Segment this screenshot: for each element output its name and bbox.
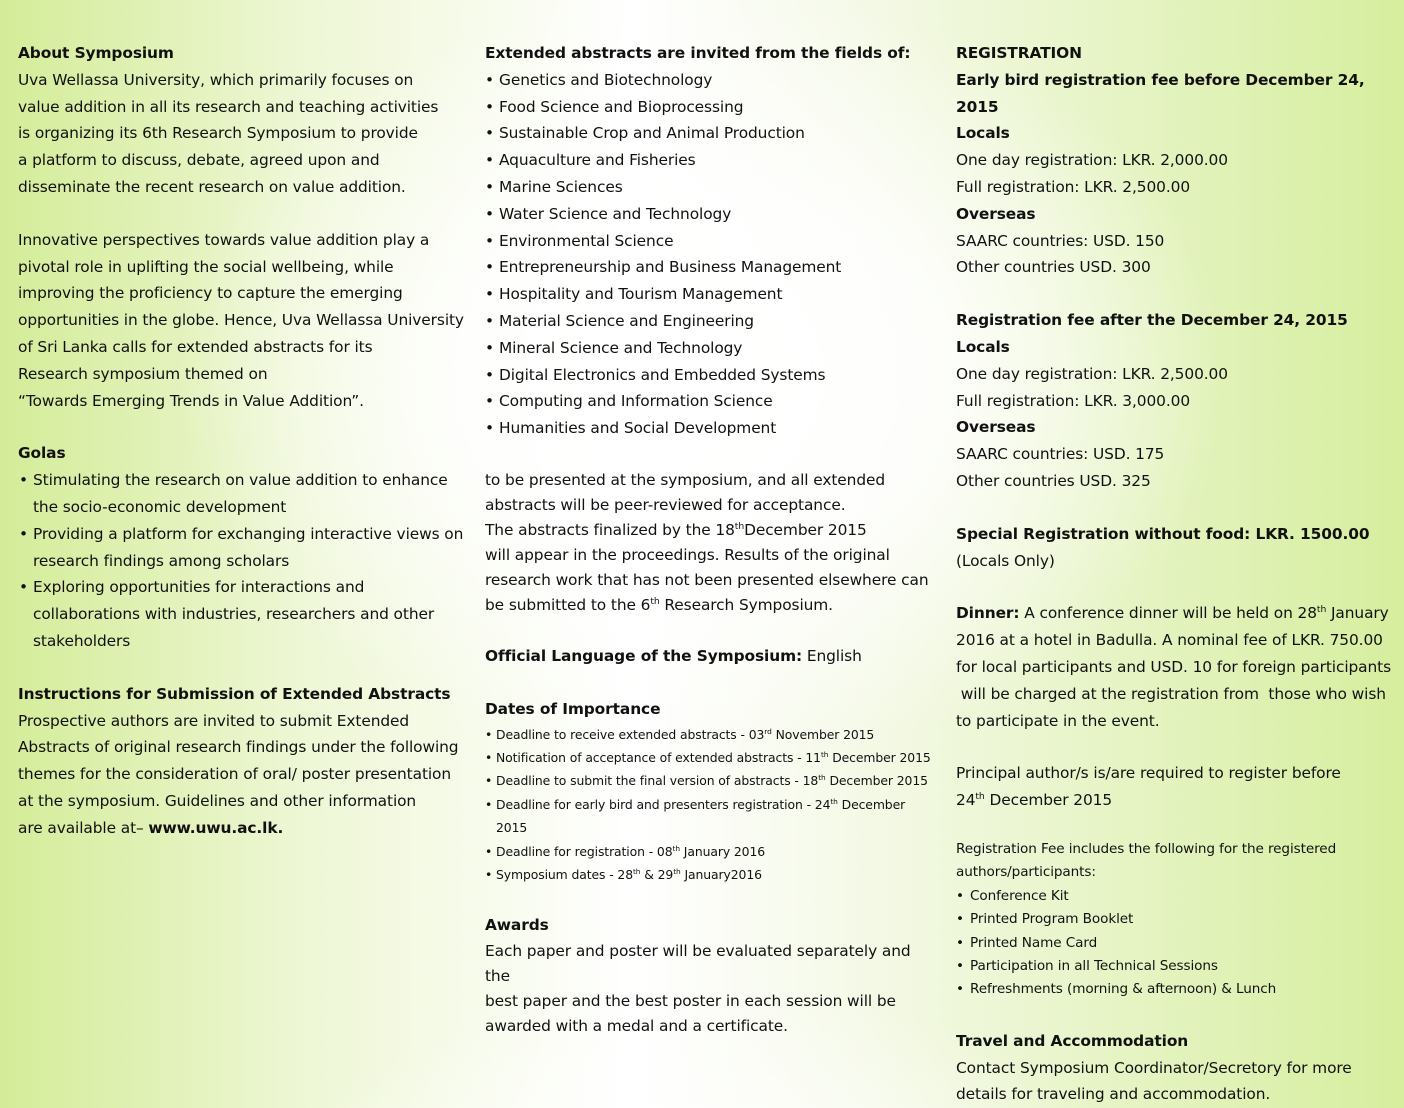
principal-text: 24 <box>956 791 976 810</box>
instructions-line <box>18 815 468 842</box>
presentation-line: to be presented at the symposium, and all extended <box>485 470 886 489</box>
principal-author-line: Principal author/s is/are required to register before <box>956 764 1341 783</box>
includes-item: • Conference Kit <box>956 885 1396 908</box>
about-line: Uva Wellassa University, which primarily focuses on <box>18 70 414 89</box>
fee-line: Full registration: LKR. 2,500.00 <box>956 177 1191 196</box>
locals-heading: Locals <box>956 124 1010 143</box>
about-heading: About Symposium <box>18 44 174 62</box>
principal-text: December 2015 <box>984 791 1113 810</box>
presentation-text: December 2015 <box>744 520 867 539</box>
field-item: • Humanities and Social Development <box>485 415 940 442</box>
dates-list <box>485 723 940 887</box>
locals-heading: Locals <box>956 337 1010 356</box>
awards-line: awarded with a medal and a certificate. <box>485 1017 788 1036</box>
presentation-text: The abstracts finalized by the 18 <box>485 520 735 539</box>
about-line: is organizing its 6th Research Symposium to provide <box>18 124 418 143</box>
date-text: Symposium dates - 28 <box>496 866 633 882</box>
presentation-line <box>485 593 940 618</box>
ordinal-suffix: th <box>673 866 681 876</box>
special-registration-note: (Locals Only) <box>956 551 1055 570</box>
fields-list <box>485 67 940 442</box>
field-item: • Entrepreneurship and Business Management <box>485 254 940 281</box>
date-text: & 29 <box>640 866 674 882</box>
goals-list <box>18 467 468 655</box>
date-item <box>485 769 940 792</box>
spacer <box>956 814 1396 838</box>
overseas-heading: Overseas <box>956 418 1036 437</box>
special-registration-heading: Special Registration without food: LKR. 1500.00 <box>956 524 1370 543</box>
dinner-line <box>956 600 1396 627</box>
ordinal-suffix: th <box>820 749 829 759</box>
after-deadline-heading: Registration fee after the December 24, 2015 <box>956 311 1348 330</box>
goals-heading: Golas <box>18 444 66 463</box>
includes-line: authors/participants: <box>956 864 1096 881</box>
goal-item: • Providing a platform for exchanging interactive views on research findings among scholars <box>18 521 468 575</box>
fee-line: Other countries USD. 325 <box>956 471 1151 490</box>
field-item: • Computing and Information Science <box>485 388 940 415</box>
website-link[interactable]: www.uwu.ac.lk. <box>148 818 284 837</box>
awards-paragraph <box>485 939 940 1039</box>
ordinal-suffix: th <box>818 773 826 783</box>
ordinal-suffix: th <box>650 595 660 607</box>
presentation-line: abstracts will be peer-reviewed for acceptance. <box>485 495 846 514</box>
about-line: value addition in all its research and teaching activities <box>18 97 439 116</box>
includes-item: • Printed Program Booklet <box>956 908 1396 931</box>
column-about <box>18 40 468 842</box>
fee-line: Other countries USD. 300 <box>956 258 1151 277</box>
registration-heading: REGISTRATION <box>956 44 1082 62</box>
innovation-line: of Sri Lanka calls for extended abstracts for its <box>18 337 373 356</box>
awards-line: Each paper and poster will be evaluated separately and the <box>485 942 911 986</box>
ordinal-suffix: th <box>672 843 680 853</box>
spacer <box>18 414 468 440</box>
instructions-heading: Instructions for Submission of Extended Abstracts <box>18 684 451 703</box>
goal-item: • Exploring opportunities for interactions and collaborations with industries, researchers and other stakeholders <box>18 574 468 654</box>
spacer <box>18 201 468 227</box>
presentation-line: will appear in the proceedings. Results of the original <box>485 545 890 564</box>
date-text: Deadline for registration - 08 <box>496 843 673 859</box>
ordinal-suffix: th <box>632 866 641 876</box>
instructions-line: themes for the consideration of oral/ poster presentation <box>18 765 452 784</box>
dinner-text: January <box>1326 604 1389 623</box>
dinner-paragraph <box>956 600 1396 734</box>
fee-line: Full registration: LKR. 3,000.00 <box>956 391 1191 410</box>
innovation-line: “Towards Emerging Trends in Value Addition”. <box>18 391 364 410</box>
dinner-line: to participate in the event. <box>956 711 1160 730</box>
includes-line: Registration Fee includes the following for the registered <box>956 840 1337 857</box>
travel-line: Contact Symposium Coordinator/Secretory for more <box>956 1058 1352 1077</box>
instructions-line: Abstracts of original research findings under the following <box>18 738 459 757</box>
date-text: January2016 <box>680 866 762 882</box>
spacer <box>485 618 940 643</box>
date-text: Deadline to submit the final version of abstracts - 18 <box>496 773 819 789</box>
spacer <box>485 442 940 468</box>
innovation-line: pivotal role in uplifting the social wellbeing, while <box>18 257 394 276</box>
includes-item: • Refreshments (morning & afternoon) & Lunch <box>956 978 1396 1001</box>
includes-list <box>956 885 1396 1002</box>
date-item <box>485 840 940 863</box>
spacer <box>956 1002 1396 1028</box>
goal-item: • Stimulating the research on value addition to enhance the socio-economic development <box>18 467 468 521</box>
date-text: Deadline to receive extended abstracts - 03 <box>496 726 765 742</box>
field-item: • Hospitality and Tourism Management <box>485 281 940 308</box>
date-item <box>485 723 940 746</box>
spacer <box>485 886 940 912</box>
dinner-line: 2016 at a hotel in Badulla. A nominal fee of LKR. 750.00 <box>956 631 1383 650</box>
date-item <box>485 863 940 886</box>
spacer <box>956 495 1396 521</box>
dinner-line: for local participants and USD. 10 for foreign participants <box>956 657 1392 676</box>
field-item: • Food Science and Bioprocessing <box>485 94 940 121</box>
field-item: • Water Science and Technology <box>485 201 940 228</box>
innovation-line: opportunities in the globe. Hence, Uva Wellassa University <box>18 311 464 330</box>
fee-line: SAARC countries: USD. 175 <box>956 445 1165 464</box>
dinner-text: A conference dinner will be held on 28 <box>1019 604 1317 623</box>
spacer <box>18 655 468 681</box>
awards-heading: Awards <box>485 916 549 935</box>
fields-heading: Extended abstracts are invited from the fields of: <box>485 44 911 62</box>
date-text: January 2016 <box>679 843 766 859</box>
innovation-line: Innovative perspectives towards value addition play a <box>18 230 430 249</box>
instructions-line: Prospective authors are invited to submit Extended <box>18 711 410 730</box>
date-text: December 2015 <box>496 796 906 836</box>
instructions-prefix: are available at– <box>18 818 149 837</box>
fee-line: One day registration: LKR. 2,500.00 <box>956 364 1228 383</box>
field-item: • Marine Sciences <box>485 174 940 201</box>
presentation-text: be submitted to the 6 <box>485 595 651 614</box>
presentation-line <box>485 518 940 543</box>
dinner-line: will be charged at the registration from those who wish <box>956 684 1386 703</box>
principal-author-line <box>956 787 1396 814</box>
official-language <box>485 643 940 670</box>
travel-line: details for traveling and accommodation. <box>956 1085 1271 1104</box>
date-text: November 2015 <box>771 726 875 742</box>
includes-item: • Printed Name Card <box>956 932 1396 955</box>
field-item: • Mineral Science and Technology <box>485 335 940 362</box>
date-text: December 2015 <box>825 773 928 789</box>
ordinal-suffix: th <box>975 791 985 802</box>
early-bird-heading: Early bird registration fee before December 24, 2015 <box>956 70 1365 116</box>
spacer <box>485 670 940 696</box>
date-text: Notification of acceptance of extended abstracts - 11 <box>496 749 821 765</box>
dates-heading: Dates of Importance <box>485 699 661 718</box>
fee-line: SAARC countries: USD. 150 <box>956 231 1165 250</box>
date-text: December 2015 <box>828 749 931 765</box>
fee-line: One day registration: LKR. 2,000.00 <box>956 151 1228 170</box>
field-item: • Aquaculture and Fisheries <box>485 147 940 174</box>
ordinal-suffix: th <box>1316 604 1327 616</box>
presentation-paragraph <box>485 468 940 618</box>
travel-heading: Travel and Accommodation <box>956 1031 1189 1050</box>
column-registration <box>956 40 1396 1108</box>
column-fields <box>485 40 940 1039</box>
field-item: • Digital Electronics and Embedded Systems <box>485 362 940 389</box>
spacer <box>956 574 1396 600</box>
language-label: Official Language of the Symposium: <box>485 646 803 665</box>
about-line: disseminate the recent research on value addition. <box>18 177 406 196</box>
includes-item: • Participation in all Technical Sessions <box>956 955 1396 978</box>
date-item <box>485 793 940 840</box>
awards-line: best paper and the best poster in each session will be <box>485 992 896 1011</box>
innovation-line: improving the proficiency to capture the emerging <box>18 284 403 303</box>
ordinal-suffix: th <box>830 796 838 806</box>
field-item: • Sustainable Crop and Animal Production <box>485 120 940 147</box>
instructions-line: at the symposium. Guidelines and other information <box>18 791 417 810</box>
field-item: • Material Science and Engineering <box>485 308 940 335</box>
innovation-line: Research symposium themed on <box>18 364 268 383</box>
date-text: Deadline for early bird and presenters registration - 24 <box>496 796 831 812</box>
spacer <box>956 281 1396 307</box>
dinner-label: Dinner: <box>956 604 1020 623</box>
field-item: • Genetics and Biotechnology <box>485 67 940 94</box>
date-item <box>485 746 940 769</box>
ordinal-suffix: rd <box>764 726 772 736</box>
language-value: English <box>802 646 862 665</box>
about-line: a platform to discuss, debate, agreed upon and <box>18 151 380 170</box>
field-item: • Environmental Science <box>485 228 940 255</box>
spacer <box>956 734 1396 760</box>
presentation-text: Research Symposium. <box>659 595 833 614</box>
overseas-heading: Overseas <box>956 204 1036 223</box>
presentation-line: research work that has not been presented elsewhere can <box>485 570 929 589</box>
ordinal-suffix: th <box>734 520 745 532</box>
